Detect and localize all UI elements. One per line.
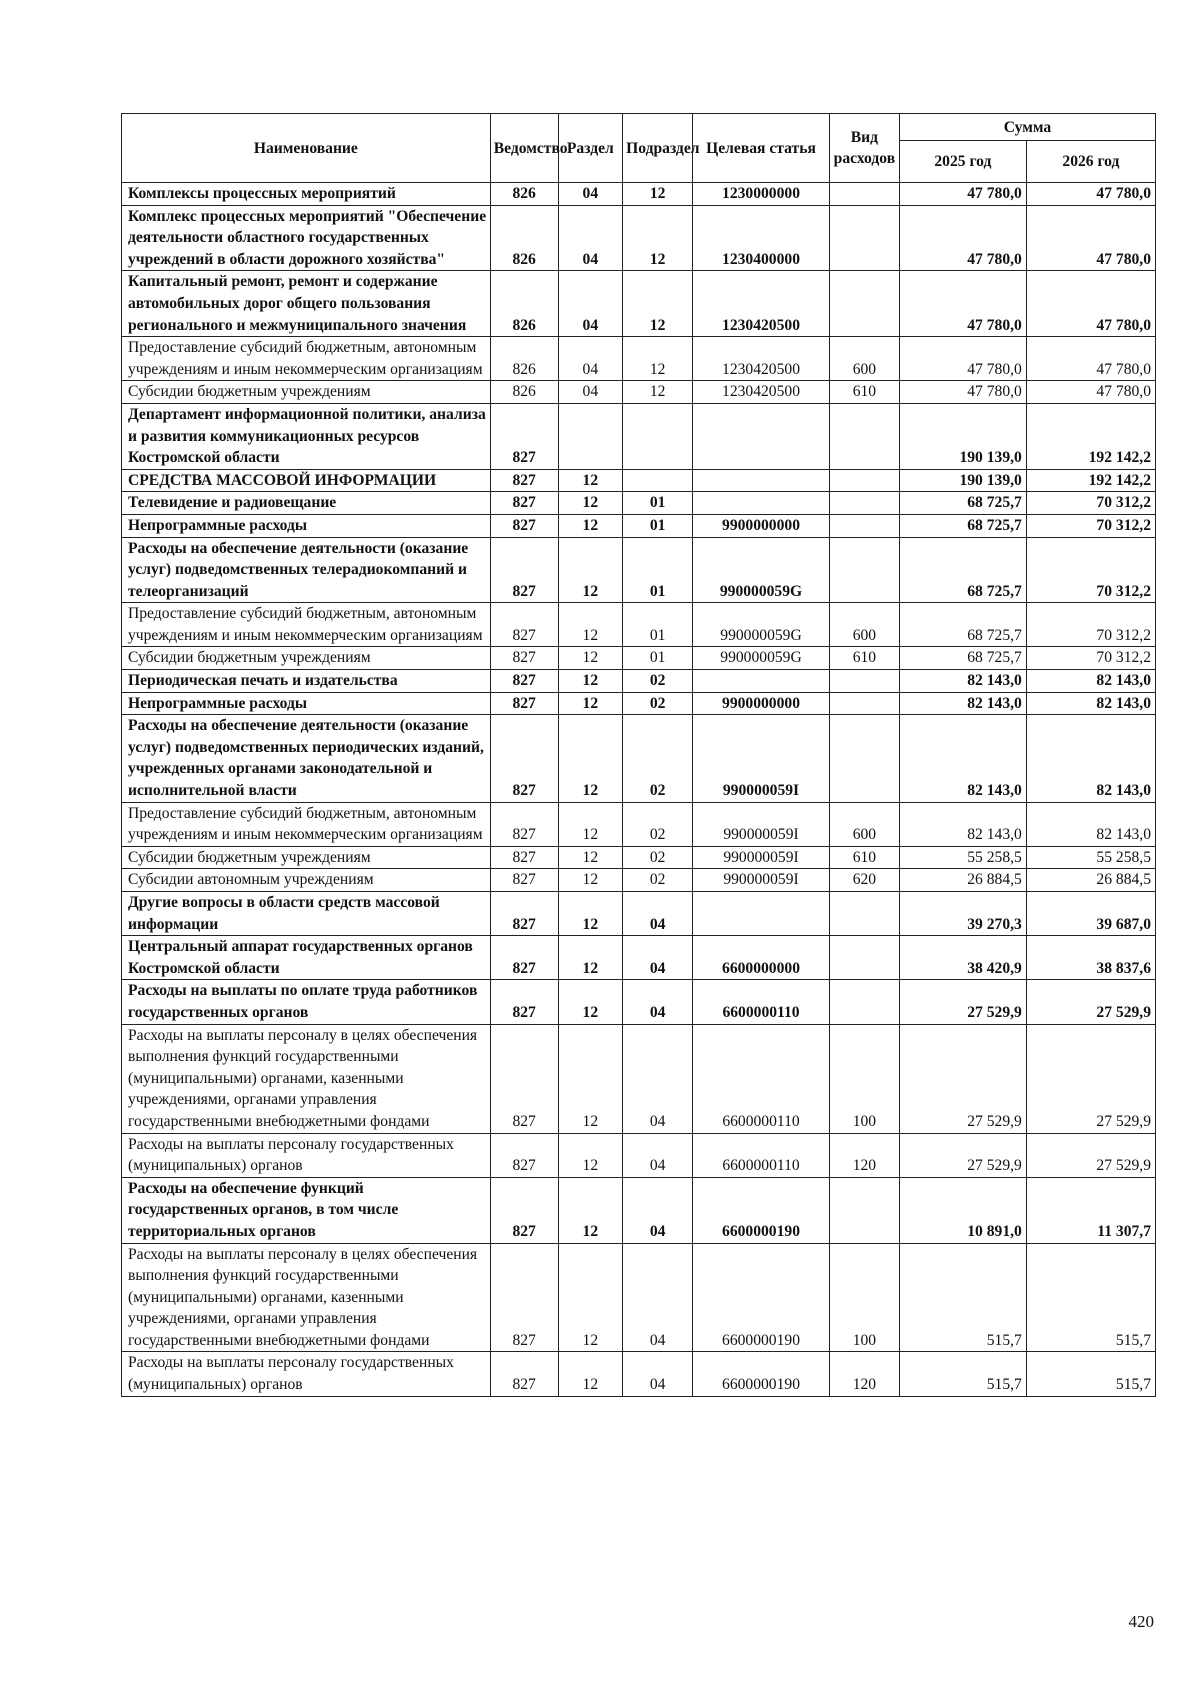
cell-vedomstvo: 827	[490, 892, 558, 936]
cell-vedomstvo: 827	[490, 936, 558, 980]
cell-podrazdel: 04	[623, 892, 693, 936]
cell-sum-2026: 70 312,2	[1026, 514, 1155, 537]
cell-razdel: 04	[558, 205, 623, 271]
cell-name: Расходы на выплаты персоналу государственных (муниципальных) органов	[122, 1352, 491, 1396]
cell-podrazdel: 01	[623, 492, 693, 515]
cell-tselevaya-statya: 6600000190	[693, 1243, 830, 1352]
cell-sum-2025: 82 143,0	[899, 715, 1026, 802]
cell-tselevaya-statya: 6600000110	[693, 980, 830, 1024]
table-body	[122, 183, 1156, 1397]
cell-tselevaya-statya: 990000059G	[693, 537, 830, 603]
cell-sum-2026: 70 312,2	[1026, 647, 1155, 670]
cell-vid-rashodov	[829, 1177, 899, 1243]
cell-tselevaya-statya: 6600000110	[693, 1133, 830, 1177]
cell-razdel: 12	[558, 692, 623, 715]
cell-vedomstvo: 827	[490, 647, 558, 670]
cell-podrazdel: 02	[623, 715, 693, 802]
cell-sum-2026: 192 142,2	[1026, 469, 1155, 492]
cell-vid-rashodov: 600	[829, 802, 899, 846]
cell-razdel: 12	[558, 715, 623, 802]
cell-podrazdel: 12	[623, 183, 693, 206]
cell-tselevaya-statya: 990000059I	[693, 846, 830, 869]
cell-podrazdel: 12	[623, 271, 693, 337]
cell-podrazdel: 04	[623, 1133, 693, 1177]
cell-vedomstvo: 827	[490, 980, 558, 1024]
cell-razdel: 12	[558, 514, 623, 537]
cell-sum-2026: 515,7	[1026, 1352, 1155, 1396]
cell-vid-rashodov: 600	[829, 337, 899, 381]
cell-vedomstvo: 827	[490, 802, 558, 846]
cell-tselevaya-statya: 990000059I	[693, 869, 830, 892]
cell-sum-2025: 190 139,0	[899, 469, 1026, 492]
cell-vid-rashodov	[829, 205, 899, 271]
cell-name: Расходы на выплаты персоналу в целях обеспечения выполнения функций государственными (муниципальными) органами, казенными учреждениями, органами управления государственными внебюджетными фондами	[122, 1024, 491, 1133]
cell-tselevaya-statya: 6600000110	[693, 1024, 830, 1133]
header-name: Наименование	[122, 114, 491, 183]
cell-sum-2025: 82 143,0	[899, 802, 1026, 846]
table-row	[122, 271, 1156, 337]
cell-sum-2025: 27 529,9	[899, 980, 1026, 1024]
cell-razdel: 12	[558, 980, 623, 1024]
cell-name: Субсидии бюджетным учреждениям	[122, 846, 491, 869]
cell-podrazdel: 12	[623, 337, 693, 381]
cell-sum-2026: 47 780,0	[1026, 205, 1155, 271]
cell-sum-2025: 68 725,7	[899, 537, 1026, 603]
cell-podrazdel: 01	[623, 603, 693, 647]
cell-vedomstvo: 827	[490, 846, 558, 869]
page-number: 420	[1128, 1612, 1154, 1631]
cell-vedomstvo: 827	[490, 1352, 558, 1396]
cell-sum-2026: 82 143,0	[1026, 670, 1155, 693]
table-row	[122, 647, 1156, 670]
cell-name: Расходы на выплаты по оплате труда работников государственных органов	[122, 980, 491, 1024]
cell-razdel: 12	[558, 869, 623, 892]
cell-name: Департамент информационной политики, анализа и развития коммуникационных ресурсов Костромской области	[122, 403, 491, 469]
cell-vedomstvo: 826	[490, 381, 558, 404]
cell-sum-2026: 11 307,7	[1026, 1177, 1155, 1243]
table-row	[122, 603, 1156, 647]
cell-razdel: 12	[558, 670, 623, 693]
cell-tselevaya-statya	[693, 492, 830, 515]
header-vedomstvo: Ведомство	[490, 114, 558, 183]
cell-sum-2025: 515,7	[899, 1243, 1026, 1352]
cell-vid-rashodov: 120	[829, 1352, 899, 1396]
cell-sum-2026: 47 780,0	[1026, 381, 1155, 404]
cell-name: Периодическая печать и издательства	[122, 670, 491, 693]
cell-podrazdel: 02	[623, 670, 693, 693]
cell-sum-2025: 55 258,5	[899, 846, 1026, 869]
cell-sum-2026: 27 529,9	[1026, 1133, 1155, 1177]
cell-razdel: 12	[558, 1024, 623, 1133]
cell-razdel: 04	[558, 337, 623, 381]
cell-razdel: 12	[558, 892, 623, 936]
cell-podrazdel: 01	[623, 647, 693, 670]
table-row	[122, 1133, 1156, 1177]
cell-name: Центральный аппарат государственных органов Костромской области	[122, 936, 491, 980]
table-row	[122, 537, 1156, 603]
table-row	[122, 1177, 1156, 1243]
cell-sum-2025: 38 420,9	[899, 936, 1026, 980]
cell-name: Телевидение и радиовещание	[122, 492, 491, 515]
cell-vid-rashodov	[829, 670, 899, 693]
cell-vid-rashodov	[829, 403, 899, 469]
cell-vid-rashodov	[829, 936, 899, 980]
cell-sum-2025: 68 725,7	[899, 603, 1026, 647]
cell-razdel: 04	[558, 381, 623, 404]
cell-tselevaya-statya: 9900000000	[693, 514, 830, 537]
cell-vedomstvo: 827	[490, 514, 558, 537]
cell-sum-2025: 39 270,3	[899, 892, 1026, 936]
cell-sum-2026: 70 312,2	[1026, 537, 1155, 603]
cell-podrazdel	[623, 469, 693, 492]
cell-vedomstvo: 827	[490, 537, 558, 603]
cell-podrazdel: 04	[623, 1024, 693, 1133]
cell-name: Предоставление субсидий бюджетным, автономным учреждениям и иным некоммерческим организациям	[122, 603, 491, 647]
cell-vid-rashodov: 620	[829, 869, 899, 892]
cell-vedomstvo: 826	[490, 337, 558, 381]
table-row	[122, 869, 1156, 892]
cell-name: СРЕДСТВА МАССОВОЙ ИНФОРМАЦИИ	[122, 469, 491, 492]
cell-sum-2026: 47 780,0	[1026, 183, 1155, 206]
cell-vedomstvo: 827	[490, 603, 558, 647]
cell-razdel: 12	[558, 537, 623, 603]
header-vid-rashodov: Вид расходов	[829, 114, 899, 183]
table-row	[122, 381, 1156, 404]
cell-sum-2025: 47 780,0	[899, 381, 1026, 404]
cell-vid-rashodov: 610	[829, 381, 899, 404]
cell-tselevaya-statya: 990000059I	[693, 715, 830, 802]
cell-sum-2025: 10 891,0	[899, 1177, 1026, 1243]
cell-vedomstvo: 826	[490, 271, 558, 337]
cell-sum-2025: 47 780,0	[899, 183, 1026, 206]
cell-vid-rashodov	[829, 715, 899, 802]
cell-name: Комплекс процессных мероприятий "Обеспечение деятельности областного государственных учреждений в области дорожного хозяйства"	[122, 205, 491, 271]
cell-sum-2025: 515,7	[899, 1352, 1026, 1396]
cell-razdel: 12	[558, 1133, 623, 1177]
table-row	[122, 715, 1156, 802]
table-row	[122, 936, 1156, 980]
cell-vedomstvo: 827	[490, 715, 558, 802]
cell-sum-2026: 39 687,0	[1026, 892, 1155, 936]
cell-razdel: 04	[558, 271, 623, 337]
cell-razdel: 12	[558, 846, 623, 869]
cell-podrazdel: 04	[623, 1177, 693, 1243]
cell-tselevaya-statya: 990000059G	[693, 647, 830, 670]
cell-sum-2026: 27 529,9	[1026, 980, 1155, 1024]
cell-name: Непрограммные расходы	[122, 514, 491, 537]
cell-vid-rashodov	[829, 514, 899, 537]
cell-name: Предоставление субсидий бюджетным, автономным учреждениям и иным некоммерческим организациям	[122, 802, 491, 846]
cell-vid-rashodov	[829, 271, 899, 337]
table-row	[122, 1243, 1156, 1352]
cell-podrazdel: 02	[623, 692, 693, 715]
cell-vid-rashodov: 100	[829, 1243, 899, 1352]
cell-podrazdel: 04	[623, 1243, 693, 1352]
cell-sum-2026: 82 143,0	[1026, 715, 1155, 802]
cell-tselevaya-statya: 1230420500	[693, 381, 830, 404]
cell-razdel: 04	[558, 183, 623, 206]
cell-vedomstvo: 827	[490, 1243, 558, 1352]
cell-razdel: 12	[558, 492, 623, 515]
table-row	[122, 183, 1156, 206]
cell-vid-rashodov	[829, 183, 899, 206]
cell-razdel: 12	[558, 1352, 623, 1396]
table-row	[122, 1352, 1156, 1396]
cell-podrazdel: 12	[623, 381, 693, 404]
cell-razdel: 12	[558, 1243, 623, 1352]
cell-sum-2025: 27 529,9	[899, 1133, 1026, 1177]
cell-razdel: 12	[558, 1177, 623, 1243]
cell-name: Субсидии бюджетным учреждениям	[122, 381, 491, 404]
cell-name: Субсидии автономным учреждениям	[122, 869, 491, 892]
cell-sum-2026: 38 837,6	[1026, 936, 1155, 980]
cell-razdel: 12	[558, 647, 623, 670]
cell-sum-2025: 27 529,9	[899, 1024, 1026, 1133]
cell-name: Предоставление субсидий бюджетным, автономным учреждениям и иным некоммерческим организациям	[122, 337, 491, 381]
table-row	[122, 670, 1156, 693]
header-podrazdel: Подраздел	[623, 114, 693, 183]
cell-tselevaya-statya	[693, 469, 830, 492]
cell-vedomstvo: 827	[490, 492, 558, 515]
cell-sum-2026: 27 529,9	[1026, 1024, 1155, 1133]
cell-razdel	[558, 403, 623, 469]
cell-podrazdel: 02	[623, 846, 693, 869]
cell-podrazdel: 12	[623, 205, 693, 271]
cell-sum-2025: 82 143,0	[899, 692, 1026, 715]
cell-razdel: 12	[558, 802, 623, 846]
cell-vedomstvo: 827	[490, 869, 558, 892]
cell-vid-rashodov: 600	[829, 603, 899, 647]
table-row	[122, 846, 1156, 869]
cell-vid-rashodov: 120	[829, 1133, 899, 1177]
cell-vid-rashodov	[829, 537, 899, 603]
header-razdel: Раздел	[558, 114, 623, 183]
cell-vid-rashodov	[829, 492, 899, 515]
cell-vid-rashodov	[829, 692, 899, 715]
cell-podrazdel: 02	[623, 869, 693, 892]
cell-name: Расходы на выплаты персоналу в целях обеспечения выполнения функций государственными (муниципальными) органами, казенными учреждениями, органами управления государственными внебюджетными фондами	[122, 1243, 491, 1352]
cell-tselevaya-statya: 1230000000	[693, 183, 830, 206]
cell-tselevaya-statya: 990000059I	[693, 802, 830, 846]
table-row	[122, 514, 1156, 537]
table-row	[122, 1024, 1156, 1133]
cell-podrazdel: 04	[623, 936, 693, 980]
cell-name: Субсидии бюджетным учреждениям	[122, 647, 491, 670]
table-row	[122, 205, 1156, 271]
cell-vid-rashodov: 610	[829, 647, 899, 670]
cell-name: Расходы на обеспечение деятельности (оказание услуг) подведомственных телерадиокомпаний и телеорганизаций	[122, 537, 491, 603]
cell-name: Расходы на обеспечение функций государственных органов, в том числе территориальных органов	[122, 1177, 491, 1243]
cell-podrazdel: 04	[623, 980, 693, 1024]
cell-tselevaya-statya	[693, 403, 830, 469]
cell-name: Другие вопросы в области средств массовой информации	[122, 892, 491, 936]
cell-tselevaya-statya: 6600000190	[693, 1352, 830, 1396]
header-tselevaya-statya: Целевая статья	[693, 114, 830, 183]
cell-vid-rashodov: 610	[829, 846, 899, 869]
cell-tselevaya-statya: 990000059G	[693, 603, 830, 647]
cell-razdel: 12	[558, 936, 623, 980]
cell-tselevaya-statya: 9900000000	[693, 692, 830, 715]
cell-sum-2025: 68 725,7	[899, 647, 1026, 670]
cell-sum-2026: 55 258,5	[1026, 846, 1155, 869]
cell-vedomstvo: 826	[490, 205, 558, 271]
cell-tselevaya-statya: 6600000000	[693, 936, 830, 980]
cell-podrazdel: 01	[623, 514, 693, 537]
budget-table	[121, 113, 1156, 1397]
table-row	[122, 802, 1156, 846]
cell-tselevaya-statya	[693, 892, 830, 936]
cell-tselevaya-statya: 1230420500	[693, 271, 830, 337]
cell-vid-rashodov	[829, 469, 899, 492]
cell-podrazdel: 01	[623, 537, 693, 603]
cell-sum-2026: 515,7	[1026, 1243, 1155, 1352]
table-row	[122, 403, 1156, 469]
cell-name: Расходы на выплаты персоналу государственных (муниципальных) органов	[122, 1133, 491, 1177]
cell-sum-2025: 26 884,5	[899, 869, 1026, 892]
cell-podrazdel	[623, 403, 693, 469]
cell-podrazdel: 04	[623, 1352, 693, 1396]
cell-sum-2026: 82 143,0	[1026, 692, 1155, 715]
cell-vedomstvo: 826	[490, 183, 558, 206]
cell-sum-2026: 47 780,0	[1026, 337, 1155, 381]
cell-razdel: 12	[558, 603, 623, 647]
table-row	[122, 980, 1156, 1024]
cell-vedomstvo: 827	[490, 670, 558, 693]
cell-sum-2025: 68 725,7	[899, 492, 1026, 515]
cell-sum-2025: 82 143,0	[899, 670, 1026, 693]
cell-name: Расходы на обеспечение деятельности (оказание услуг) подведомственных периодических изданий, учрежденных органами законодательной и исполнительной власти	[122, 715, 491, 802]
cell-vedomstvo: 827	[490, 403, 558, 469]
cell-tselevaya-statya: 6600000190	[693, 1177, 830, 1243]
cell-sum-2025: 47 780,0	[899, 271, 1026, 337]
cell-vid-rashodov: 100	[829, 1024, 899, 1133]
cell-sum-2025: 47 780,0	[899, 337, 1026, 381]
cell-sum-2026: 70 312,2	[1026, 492, 1155, 515]
cell-name: Комплексы процессных мероприятий	[122, 183, 491, 206]
cell-name: Капитальный ремонт, ремонт и содержание автомобильных дорог общего пользования регионального и межмуниципального значения	[122, 271, 491, 337]
cell-sum-2025: 190 139,0	[899, 403, 1026, 469]
cell-tselevaya-statya	[693, 670, 830, 693]
cell-sum-2026: 82 143,0	[1026, 802, 1155, 846]
cell-tselevaya-statya: 1230420500	[693, 337, 830, 381]
cell-sum-2025: 47 780,0	[899, 205, 1026, 271]
cell-sum-2025: 68 725,7	[899, 514, 1026, 537]
table-row	[122, 337, 1156, 381]
budget-table-sheet	[121, 113, 1156, 1397]
cell-sum-2026: 70 312,2	[1026, 603, 1155, 647]
cell-razdel: 12	[558, 469, 623, 492]
cell-vedomstvo: 827	[490, 1177, 558, 1243]
cell-vid-rashodov	[829, 980, 899, 1024]
cell-name: Непрограммные расходы	[122, 692, 491, 715]
cell-tselevaya-statya: 1230400000	[693, 205, 830, 271]
table-row	[122, 469, 1156, 492]
cell-sum-2026: 192 142,2	[1026, 403, 1155, 469]
cell-vedomstvo: 827	[490, 469, 558, 492]
header-2025: 2025 год	[899, 141, 1026, 183]
table-row	[122, 692, 1156, 715]
cell-vedomstvo: 827	[490, 1133, 558, 1177]
cell-podrazdel: 02	[623, 802, 693, 846]
cell-sum-2026: 47 780,0	[1026, 271, 1155, 337]
cell-vedomstvo: 827	[490, 692, 558, 715]
cell-vid-rashodov	[829, 892, 899, 936]
cell-vedomstvo: 827	[490, 1024, 558, 1133]
header-summa: Сумма	[899, 114, 1155, 141]
table-row	[122, 892, 1156, 936]
header-2026: 2026 год	[1026, 141, 1155, 183]
cell-sum-2026: 26 884,5	[1026, 869, 1155, 892]
table-row	[122, 492, 1156, 515]
